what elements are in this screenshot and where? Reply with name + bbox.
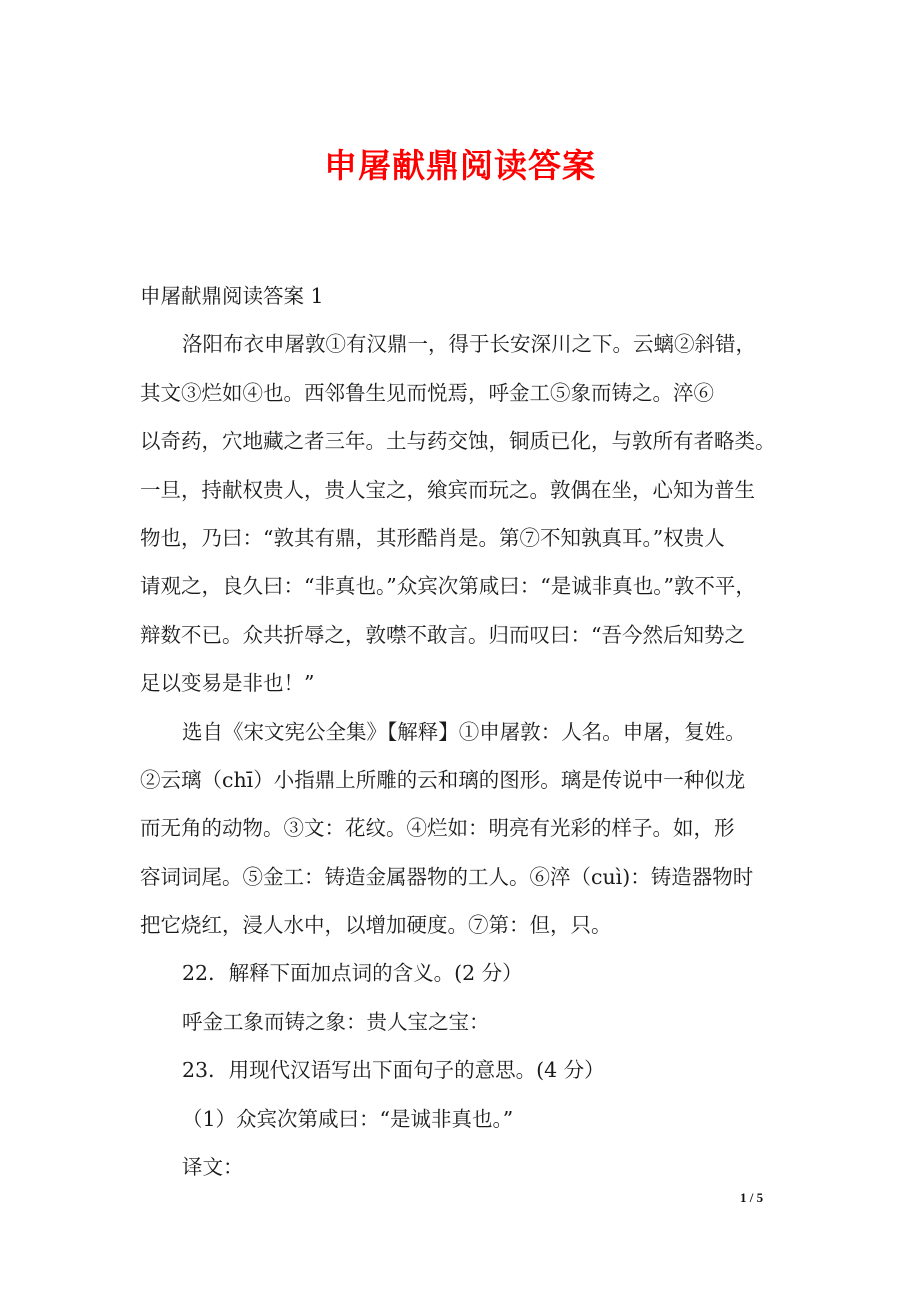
passage — [140, 320, 790, 707]
section-heading: 申屠献鼎阅读答案 1 — [140, 284, 324, 308]
passage-line: 其文③烂如④也。西邻鲁生见而悦焉，呼金工⑤象而铸之。淬⑥ — [140, 380, 714, 405]
question-22-items: 呼金工象而铸之象：贵人宝之宝： — [182, 1009, 490, 1034]
question-list — [140, 949, 790, 1191]
passage-line: 一旦，持献权贵人，贵人宝之，飨宾而玩之。敦偶在坐，心知为普生 — [140, 477, 755, 502]
note-line: 把它烧红，浸人水中，以增加硬度。⑦第：但，只。 — [140, 913, 612, 938]
note-line: 选自《宋文宪公全集》【解释】①申屠敦：人名。申屠，复姓。 — [182, 719, 746, 744]
passage-line: 洛阳布衣申屠敦①有汉鼎一，得于长安深川之下。云螭②斜错， — [182, 332, 756, 357]
passage-line: 辩数不已。众共折辱之，敦噤不敢言。归而叹曰：“吾今然后知势之 — [140, 622, 745, 647]
passage-line: 物也，乃曰：“敦其有鼎，其形酷肖是。第⑦不知孰真耳。”权贵人 — [140, 525, 725, 550]
annotation-notes — [140, 708, 790, 950]
passage-line: 请观之，良久曰：“非真也。”众宾次第咸曰：“是诚非真也。”敦不平， — [140, 574, 756, 599]
document-title: 申屠献鼎阅读答案 — [324, 146, 596, 185]
passage-line: 以奇药，穴地藏之者三年。土与药交蚀，铜质已化，与敦所有者略类。 — [140, 429, 776, 454]
translation-label: 译文： — [182, 1155, 244, 1180]
passage-line: 足以变易是非也！” — [140, 671, 315, 696]
document-body — [140, 272, 790, 1191]
page-number: 1 / 5 — [740, 1190, 764, 1205]
question-23-sentence: （1）众宾次第咸曰：“是诚非真也。” — [182, 1106, 514, 1131]
question-23: 23．用现代汉语写出下面句子的意思。(4 分） — [182, 1058, 605, 1083]
note-line: 容词词尾。⑤金工：铸造金属器物的工人。⑥淬（cuì)：铸造器物时 — [140, 864, 754, 889]
note-line: ②云璃（chī）小指鼎上所雕的云和璃的图形。璃是传说中一种似龙 — [140, 767, 746, 792]
question-22: 22．解释下面加点词的含义。(2 分） — [182, 961, 523, 986]
note-line: 而无角的动物。③文：花纹。④烂如：明亮有光彩的样子。如，形 — [140, 816, 735, 841]
